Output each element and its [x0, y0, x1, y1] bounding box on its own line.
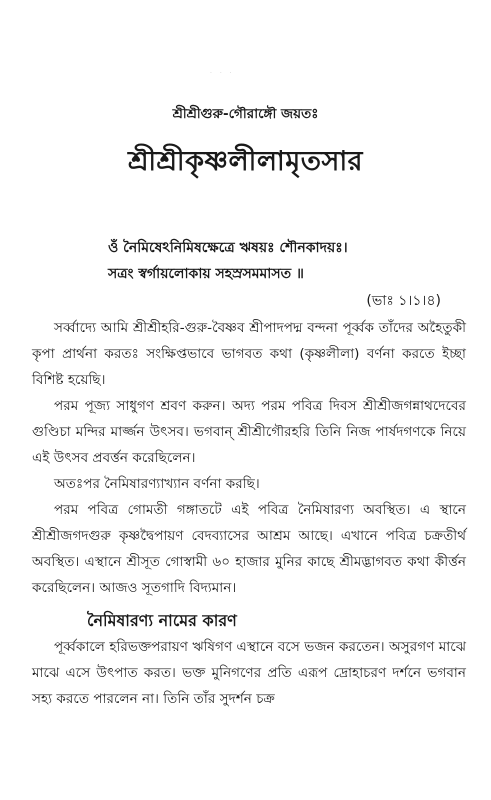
verse-line-2: সত্রং স্বর্গায়লোকায় সহস্রসমমাসত ॥ — [108, 266, 304, 282]
section-body — [32, 634, 466, 712]
page-title: শ্রীশ্রীকৃষ্ণলীলামৃতসার — [127, 146, 364, 177]
print-specks: · · · — [210, 70, 235, 77]
section-paragraph: পূর্ব্বকালে হরিভক্তপরায়ণ ঋষিগণ এস্থানে বসে ভজন করতেন। অসুরগণ মাঝে মাঝে এসে উৎপাত করত। ভক্ত মুনিগণের প্রতি এরূপ দ্রোহাচরণ দর্শনে ভগবান সহ্য করতে পারলেন না। তিনি তাঁর সুদর্শন চক্র — [32, 639, 466, 707]
body-text — [32, 315, 466, 601]
paragraph-3: অতঃপর নৈমিষারণ্যাখ্যান বর্ণনা করছি। — [54, 476, 260, 492]
section-heading: নৈমিষারণ্য নামের কারণ — [87, 611, 237, 630]
paragraph-4: পরম পবিত্র গোমতী গঙ্গাতটে এই পবিত্র নৈমিষারণ্য অবস্থিত। এ স্থানে শ্রীশ্রীজগদগুরু কৃষ্ণদ্বৈপায়ণ বেদব্যাসের আশ্রম আছে। এখানে পবিত্র চক্রতীর্থ অবস্থিত। এস্থানে শ্রীসূত গোস্বামী ৬০ হাজার মুনির কাছে শ্রীমদ্ভাগবত কথা কীর্ত্তন করেছিলেন। আজও সূতগাদি বিদ্যমান। — [32, 502, 466, 596]
verse-line-1: ওঁ নৈমিষেঽনিমিষক্ষেত্রে ঋষয়ঃ শৌনকাদয়ঃ। — [108, 240, 348, 256]
paragraph-1: সর্ব্বাদ্যে আমি শ্রীশ্রীহরি-গুরু-বৈষ্ণব শ্রীপাদপদ্ম বন্দনা পূর্ব্বক তাঁদের অহৈতুকী কৃপা প্রার্থনা করতঃ সংক্ষিপ্তভাবে ভাগবত কথা (কৃষ্ণলীলা) বর্ণনা করতে ইচ্ছা বিশিষ্ট হয়েছি। — [32, 320, 466, 388]
verse-reference: (ভাঃ ১।১।৪) — [366, 293, 441, 309]
paragraph-2: পরম পূজ্য সাধুগণ শ্রবণ করুন। অদ্য পরম পবিত্র দিবস শ্রীশ্রীজগন্নাথদেবের গুণ্ডিচা মন্দির মার্জ্জন উৎসব। ভগবান্ শ্রীশ্রীগৌরহরি তিনি নিজ পার্ষদগণকে নিয়ে এই উৎসব প্রবর্ত্তন করেছিলেন। — [32, 398, 466, 466]
invocation-line: শ্রীশ্রীগুরু-গৌরাঙ্গৌ জয়তঃ — [172, 106, 319, 122]
